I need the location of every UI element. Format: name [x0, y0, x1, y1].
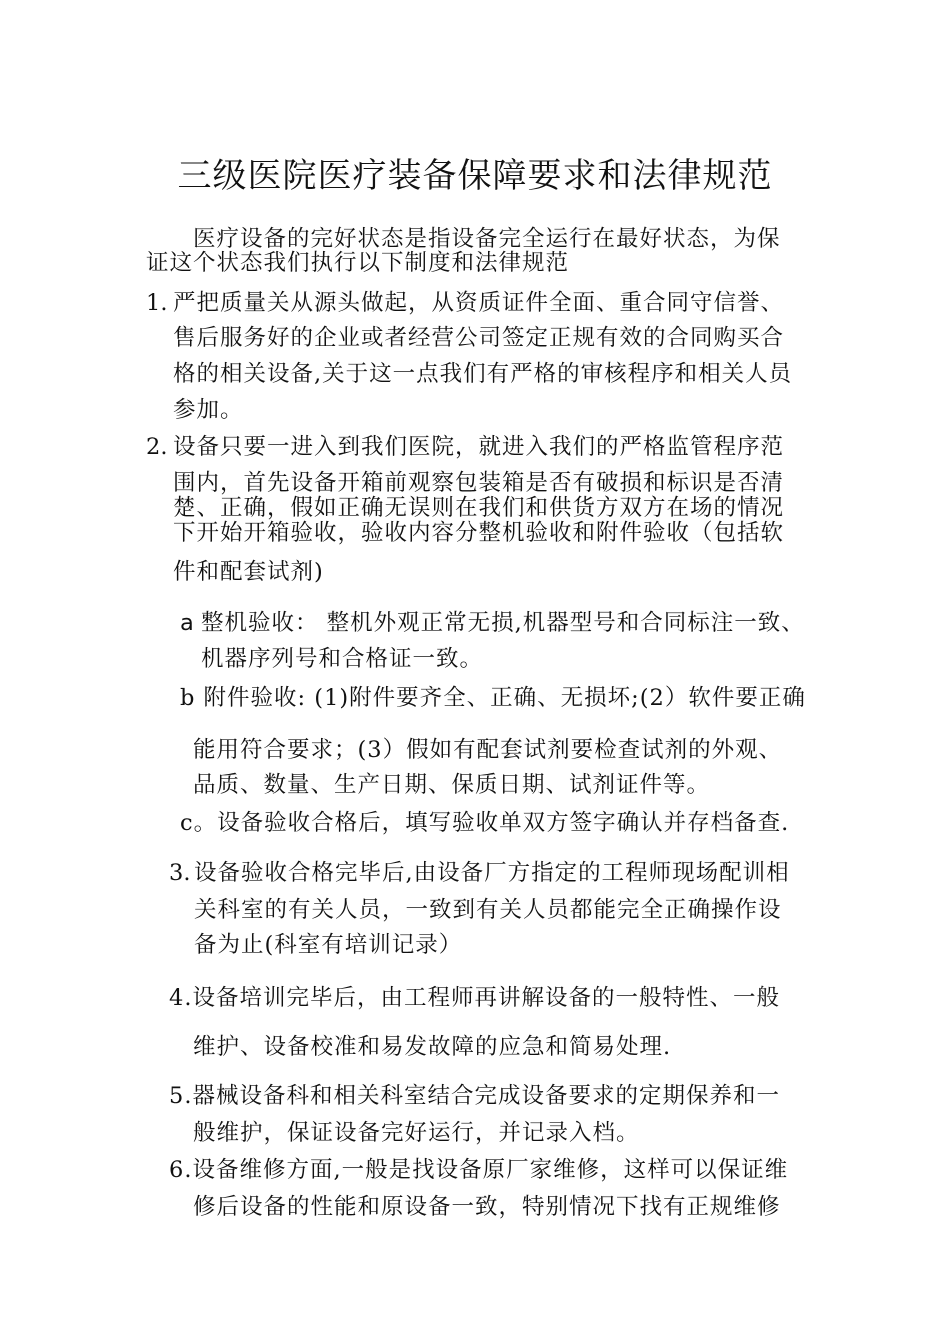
item-3-line-1: 设备验收合格完毕后,由设备厂方指定的工程师现场配训相	[194, 860, 790, 886]
document-title: 三级医院医疗装备保障要求和法律规范	[177, 155, 773, 196]
item-1-line-4: 参加。	[173, 397, 244, 423]
sub-b-line-3: 品质、数量、生产日期、保质日期、试剂证件等。	[193, 772, 711, 798]
item-4-line-1: 4.设备培训完毕后，由工程师再讲解设备的一般特性、一般	[169, 985, 780, 1011]
item-1-line-3: 格的相关设备,关于这一点我们有严格的审核程序和相关人员	[173, 361, 793, 387]
intro-line-1: 医疗设备的完好状态是指设备完全运行在最好状态，为保	[193, 226, 781, 252]
item-6-line-1: 6.设备维修方面,一般是找设备原厂家维修，这样可以保证维	[169, 1157, 789, 1183]
item-5-line-1: 5.器械设备科和相关科室结合完成设备要求的定期保养和一	[169, 1083, 780, 1109]
item-3-line-3: 备为止(科室有培训记录）	[194, 932, 463, 958]
sub-b-line-1: b 附件验收: (1)附件要齐全、正确、无损坏;(2）软件要正确	[180, 685, 806, 711]
item-2-line-2: 围内，首先设备开箱前观察包装箱是否有破损和标识是否清	[173, 470, 785, 496]
sub-a-line-2: 机器序列号和合格证一致。	[201, 646, 484, 672]
item-6-line-2: 修后设备的性能和原设备一致，特别情况下找有正规维修	[193, 1194, 781, 1220]
item-1-line-2: 售后服务好的企业或者经营公司签定正规有效的合同购买合	[173, 325, 785, 351]
item-2-line-5: 件和配套试剂)	[173, 559, 324, 585]
item-1-line-1: 严把质量关从源头做起，从资质证件全面、重合同守信誉、	[173, 290, 785, 316]
item-3-number: 3.	[169, 860, 191, 886]
item-4-line-2: 维护、设备校准和易发故障的应急和简易处理.	[193, 1034, 672, 1060]
sub-b-line-2: 能用符合要求；(3）假如有配套试剂要检查试剂的外观、	[193, 737, 783, 763]
item-2-number: 2.	[146, 434, 168, 460]
item-2-line-1: 设备只要一进入到我们医院，就进入我们的严格监管程序范	[173, 434, 785, 460]
intro-line-2: 证这个状态我们执行以下制度和法律规范	[146, 250, 570, 276]
item-5-line-2: 般维护，保证设备完好运行，并记录入档。	[193, 1120, 640, 1146]
item-3-line-2: 关科室的有关人员，一致到有关人员都能完全正确操作设	[194, 897, 782, 923]
sub-a-line-1: 整机验收： 整机外观正常无损,机器型号和合同标注一致、	[201, 610, 805, 636]
item-2-line-3: 楚、正确，假如正确无误则在我们和供货方双方在场的情况	[173, 495, 785, 521]
item-1-number: 1.	[146, 290, 168, 316]
item-2-line-4: 下开始开箱验收，验收内容分整机验收和附件验收（包括软	[173, 520, 785, 546]
sub-c-line: c。设备验收合格后，填写验收单双方签字确认并存档备查.	[180, 810, 790, 836]
sub-a-marker: a	[180, 610, 194, 636]
